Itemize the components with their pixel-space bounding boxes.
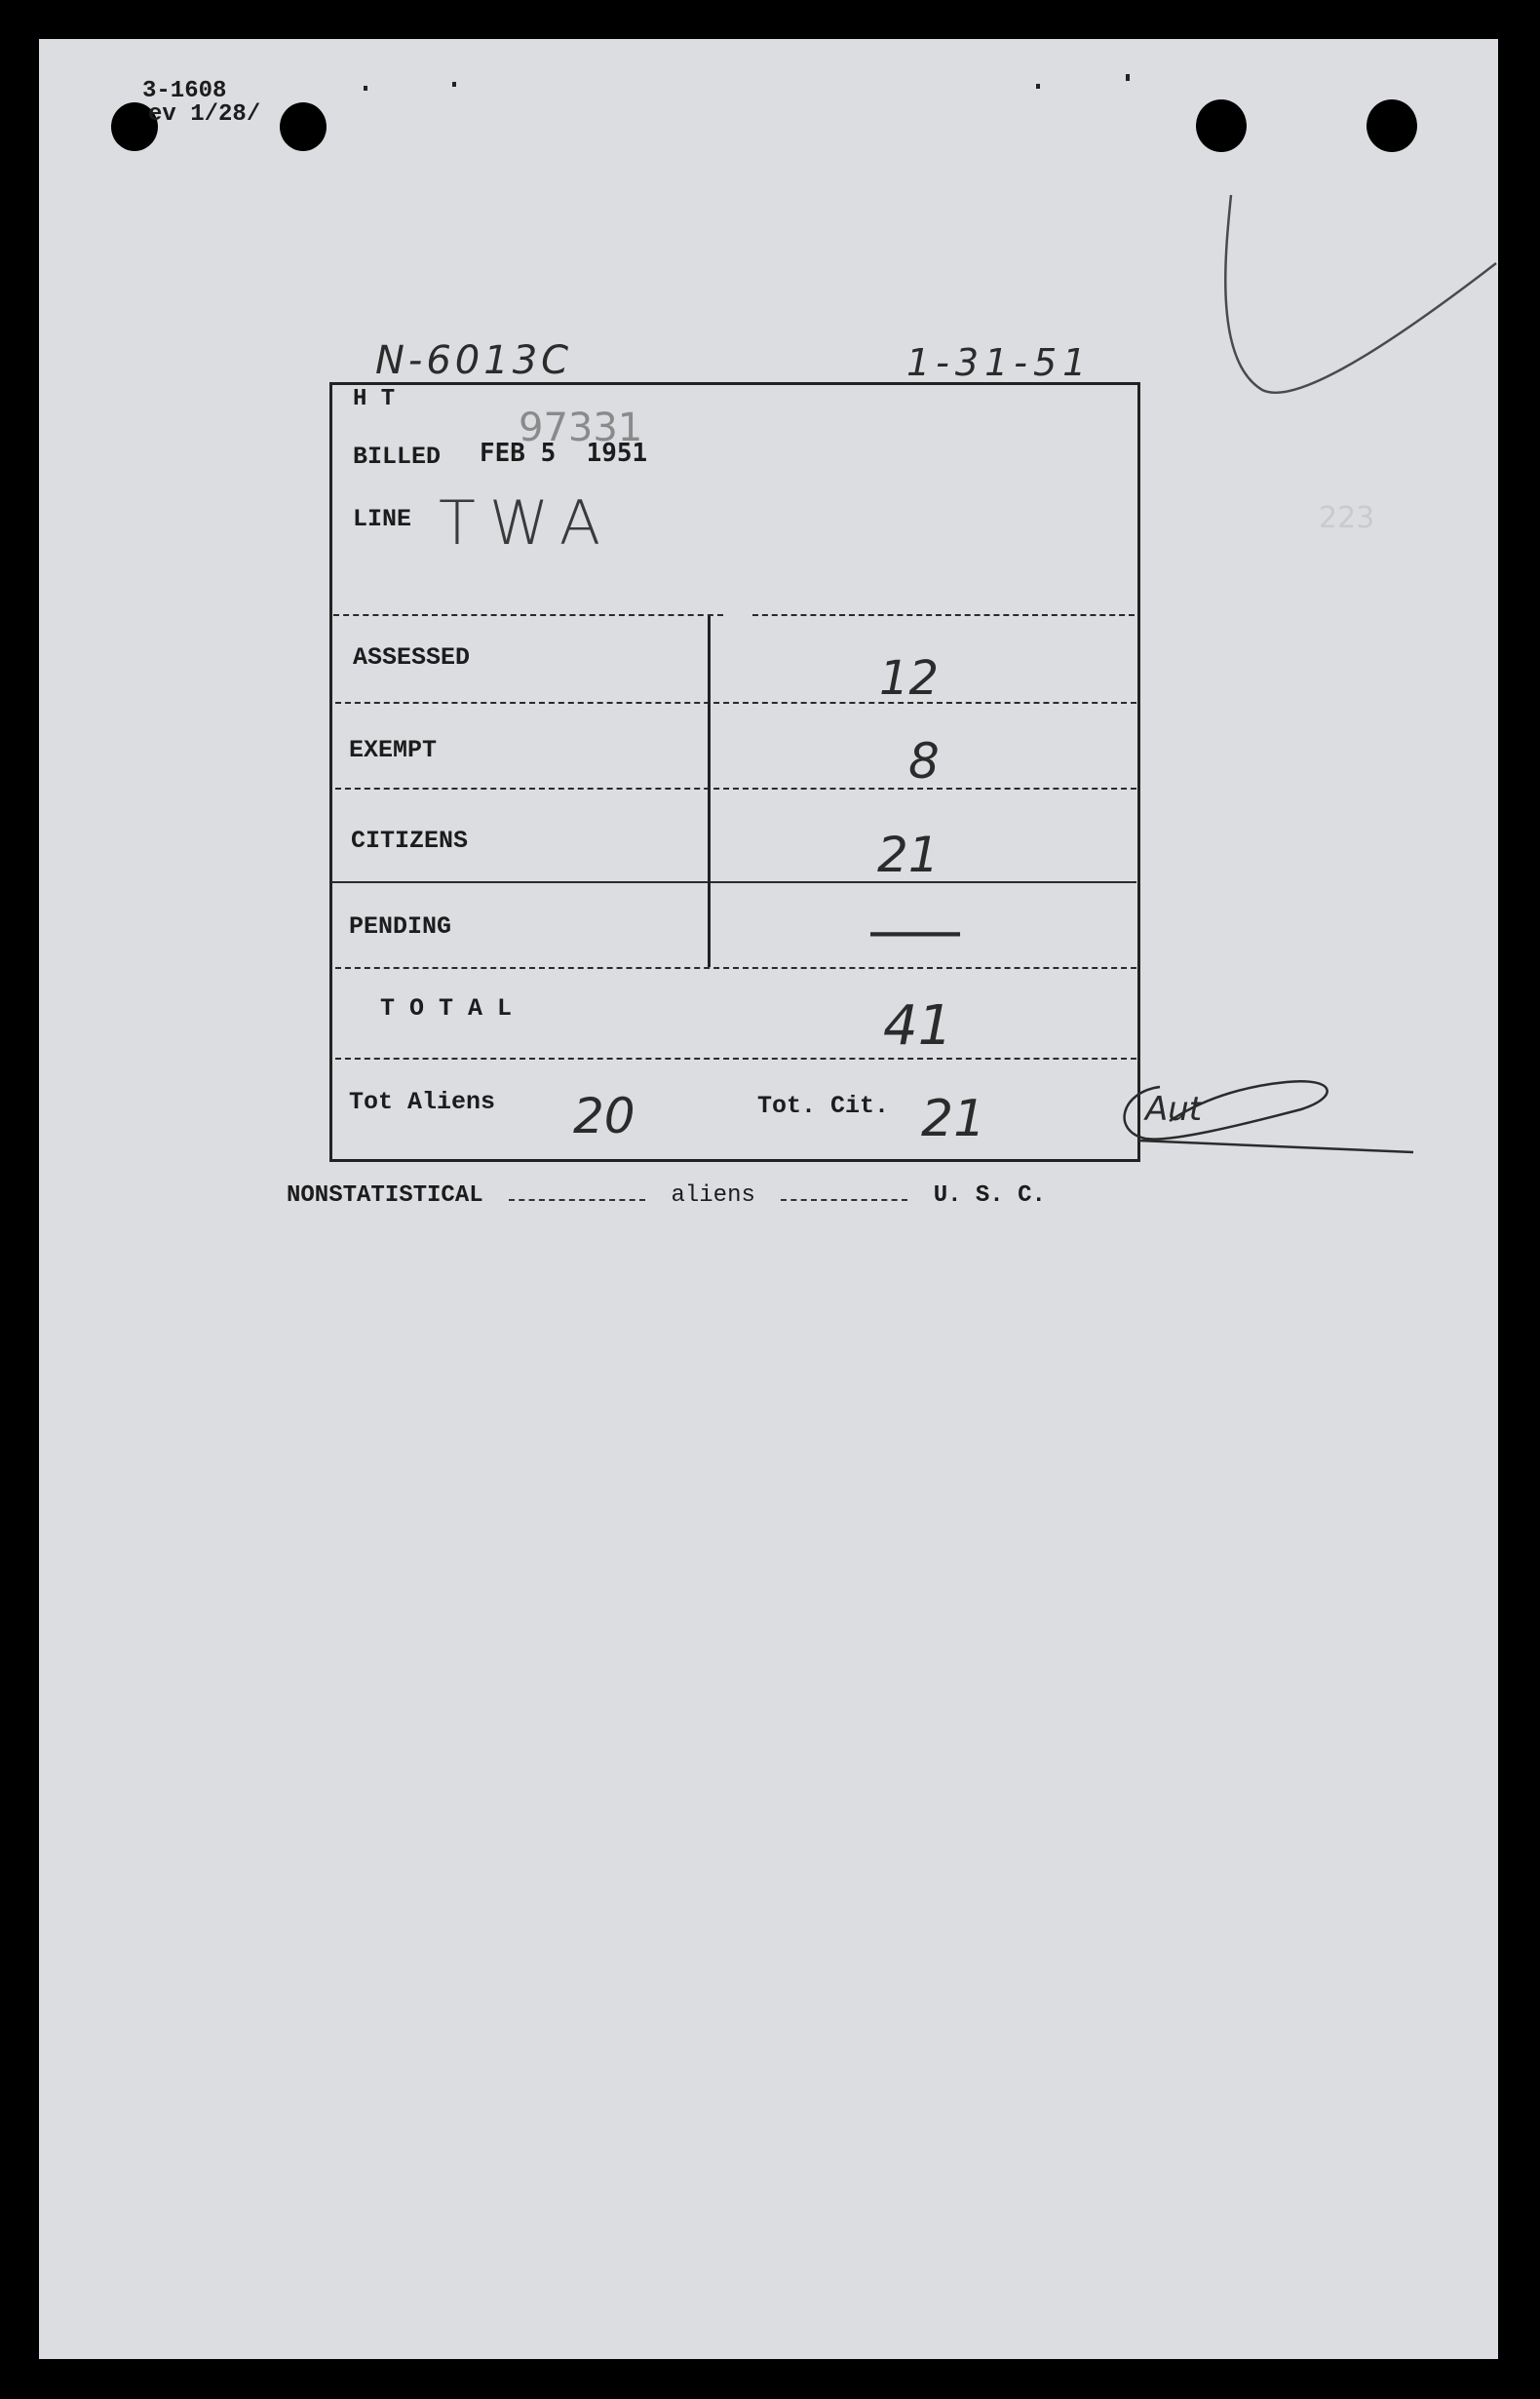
speck	[364, 86, 367, 91]
row-value-assessed: 12	[879, 651, 940, 706]
aliens-label: aliens	[671, 1182, 755, 1209]
punch-hole-right	[1196, 99, 1247, 152]
row-value-pending: —	[866, 897, 965, 965]
rule-assessed	[335, 702, 1136, 704]
faint-mark: 223	[1319, 501, 1375, 535]
row-value-exempt: 8	[908, 733, 940, 790]
punch-hole-left-2	[280, 102, 327, 151]
tot-aliens-value: 20	[573, 1088, 635, 1144]
initials-signature	[1092, 1063, 1423, 1160]
aliens-blank	[781, 1199, 907, 1201]
stamp-number: 97331	[519, 406, 643, 450]
rule-total	[335, 1058, 1136, 1060]
billed-date-stamp: FEB 5 1951	[480, 439, 648, 468]
ht-label: H T	[353, 386, 396, 412]
row-label-pending: PENDING	[349, 912, 452, 941]
rule-top-right	[752, 614, 1135, 616]
speck	[1036, 84, 1040, 89]
nonstatistical-blank	[509, 1199, 645, 1201]
tot-cit-label: Tot. Cit.	[757, 1092, 890, 1120]
flight-number: N-6013C	[375, 338, 573, 383]
rule-exempt	[335, 788, 1136, 790]
initials-text: Aut	[1145, 1090, 1203, 1129]
billed-label: BILLED	[353, 443, 442, 471]
rule-citizens	[331, 881, 1136, 883]
footer-line	[287, 1182, 1046, 1209]
pencil-mark	[1204, 195, 1498, 448]
speck	[452, 82, 456, 87]
row-label-exempt: EXEMPT	[349, 736, 438, 764]
flight-date: 1-31-51	[906, 341, 1093, 384]
speck	[1126, 74, 1130, 81]
punch-hole-right-2	[1367, 99, 1417, 152]
column-divider	[708, 616, 711, 967]
line-label: LINE	[353, 505, 412, 533]
row-label-assessed: ASSESSED	[353, 643, 471, 672]
document-page	[39, 39, 1498, 2359]
form-revision: ev 1/28/	[148, 101, 261, 128]
total-value: 41	[883, 994, 953, 1058]
rule-pending	[335, 967, 1136, 969]
tot-aliens-label: Tot Aliens	[349, 1088, 496, 1116]
nonstatistical-label: NONSTATISTICAL	[287, 1182, 483, 1209]
line-value: TWA	[439, 487, 615, 559]
total-label: T O T A L	[380, 994, 513, 1023]
row-value-citizens: 21	[877, 827, 940, 883]
usc-label: U. S. C.	[933, 1182, 1046, 1209]
row-label-citizens: CITIZENS	[351, 827, 469, 855]
form-number: 3-1608	[142, 78, 227, 104]
rule-top	[333, 614, 723, 616]
tot-cit-value: 21	[921, 1090, 986, 1148]
